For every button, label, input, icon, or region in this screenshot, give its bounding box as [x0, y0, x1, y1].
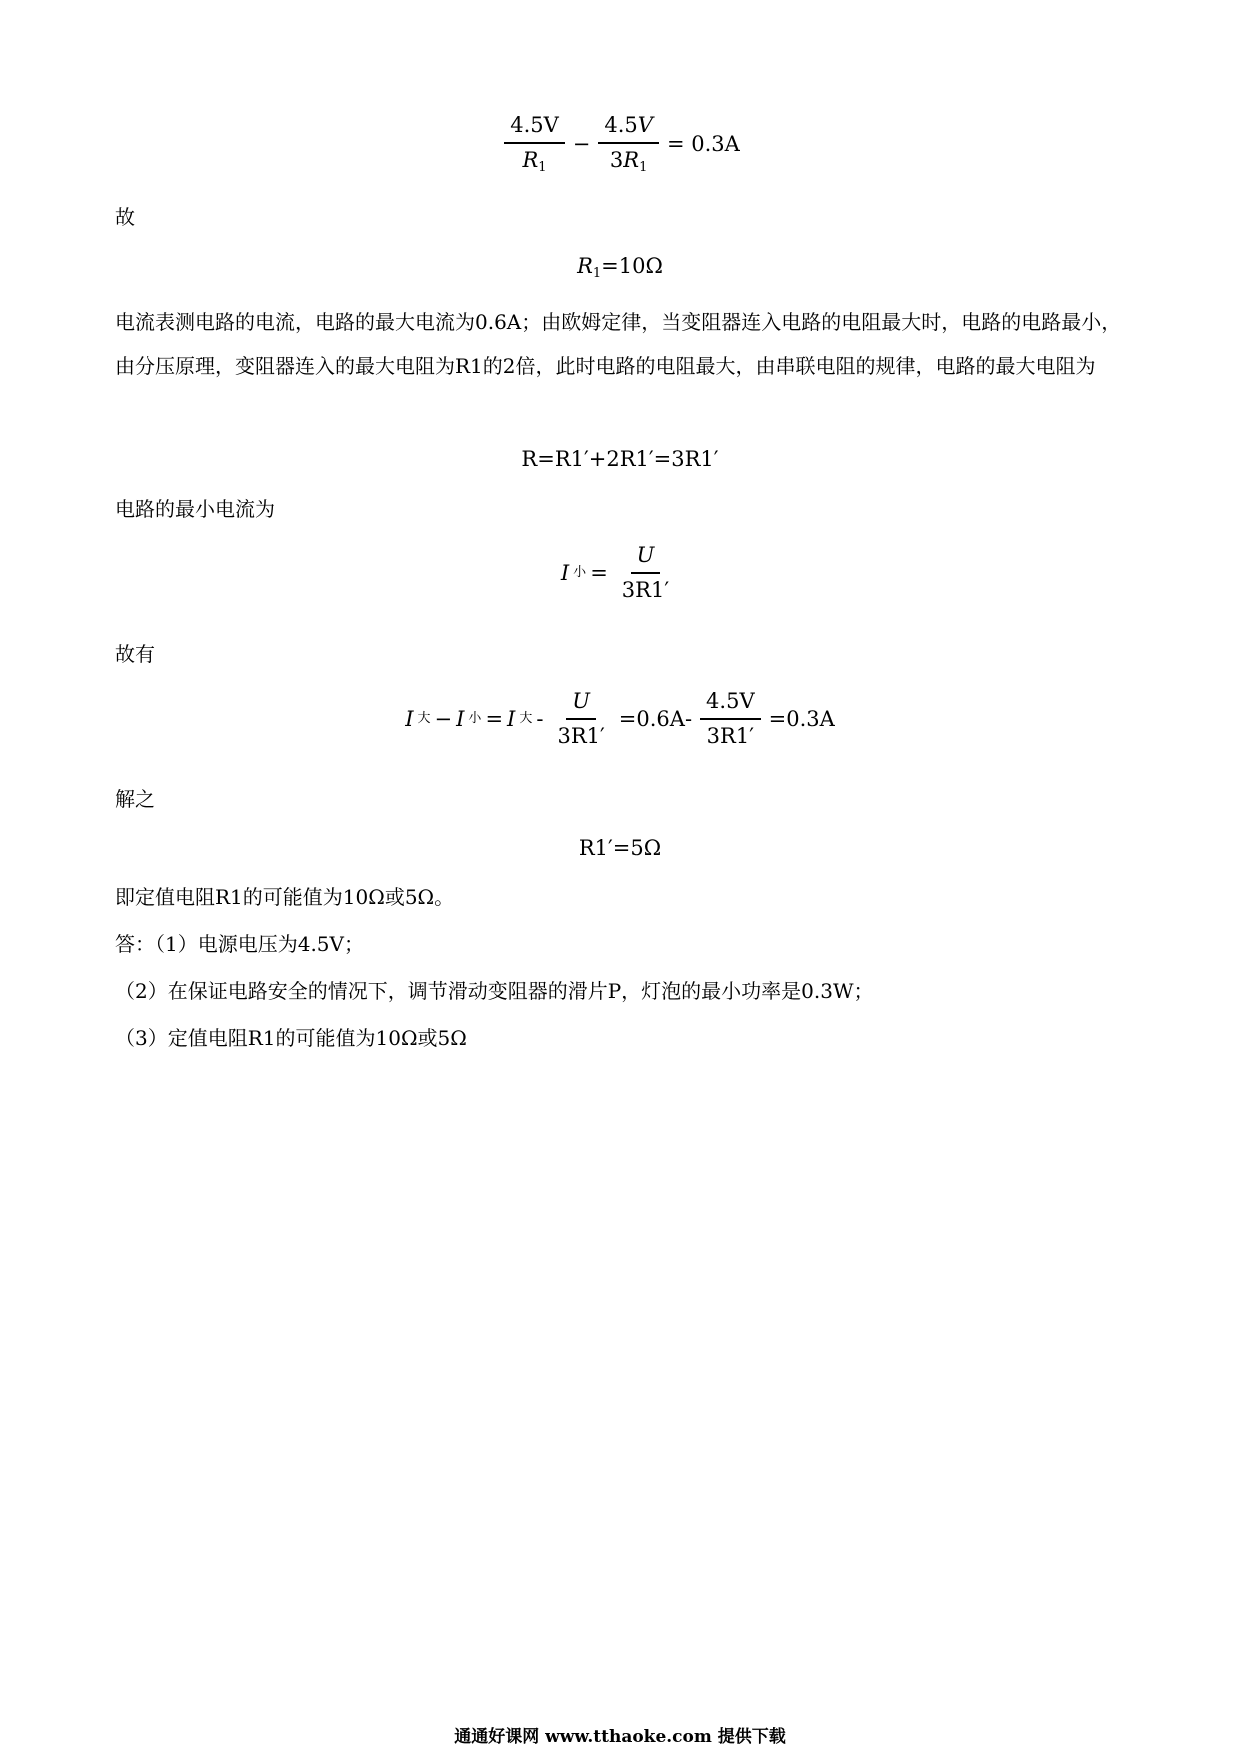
- equation-1: $\frac{4.5V}{R_1}$ − $\frac{4.5V}{3R_1}$ = 0.3A: [0, 112, 1240, 177]
- equation-2: $R_1=10\Omega$: [577, 254, 663, 281]
- paragraph-conclusion: 即定值电阻R1的可能值为10Ω或5Ω。: [115, 885, 455, 909]
- fraction-3: $\frac{U}{3R1'}$: [621, 543, 670, 603]
- paragraph-guyou: 故有: [115, 642, 155, 666]
- footer-text: 通通好课网 www.tthaoke.com 提供下载: [454, 1727, 786, 1747]
- paragraph-explanation: 电流表测电路的电流，电路的最大电流为0.6A；由欧姆定律，当变阻器连入电路的电阻最大时，电路的电路最小，由分压原理，变阻器连入的最大电阻为R1的2倍，此时电路的电阻最大，由串联电阻的规律，电路的最大电阻为: [115, 310, 1122, 378]
- fraction-4: $\frac{U}{3R1'}$: [557, 689, 605, 749]
- paragraph-min-current: 电路的最小电流为: [115, 497, 275, 521]
- paragraph-jiezhi: 解之: [115, 787, 155, 811]
- answer-1: 答：（1）电源电压为4.5V；: [115, 932, 364, 956]
- equation-6: R1′=5Ω: [578, 836, 662, 860]
- answer-2: （2）在保证电路安全的情况下，调节滑动变阻器的滑片P，灯泡的最小功率是0.3W；: [115, 979, 874, 1003]
- paragraph-gu: 故: [115, 205, 135, 229]
- equation-3: R=R1′+2R1′=3R1′: [521, 447, 719, 471]
- equation-5: I 大 − I 小 = I 大 - $\frac{U}{3R1'}$ =0.6A- $\frac{4.5V}{3R1'}$ =0.3A: [0, 688, 1240, 751]
- answer-3: （3）定值电阻R1的可能值为10Ω或5Ω: [115, 1026, 467, 1050]
- equation-4: I 小 = $\frac{U}{3R1'}$: [0, 542, 1240, 605]
- fraction-2: $\frac{4.5V}{3R_1}$: [598, 112, 659, 177]
- fraction-5: $\frac{4.5V}{3R1'}$: [700, 688, 761, 751]
- fraction-1: $\frac{4.5V}{R_1}$: [504, 112, 565, 177]
